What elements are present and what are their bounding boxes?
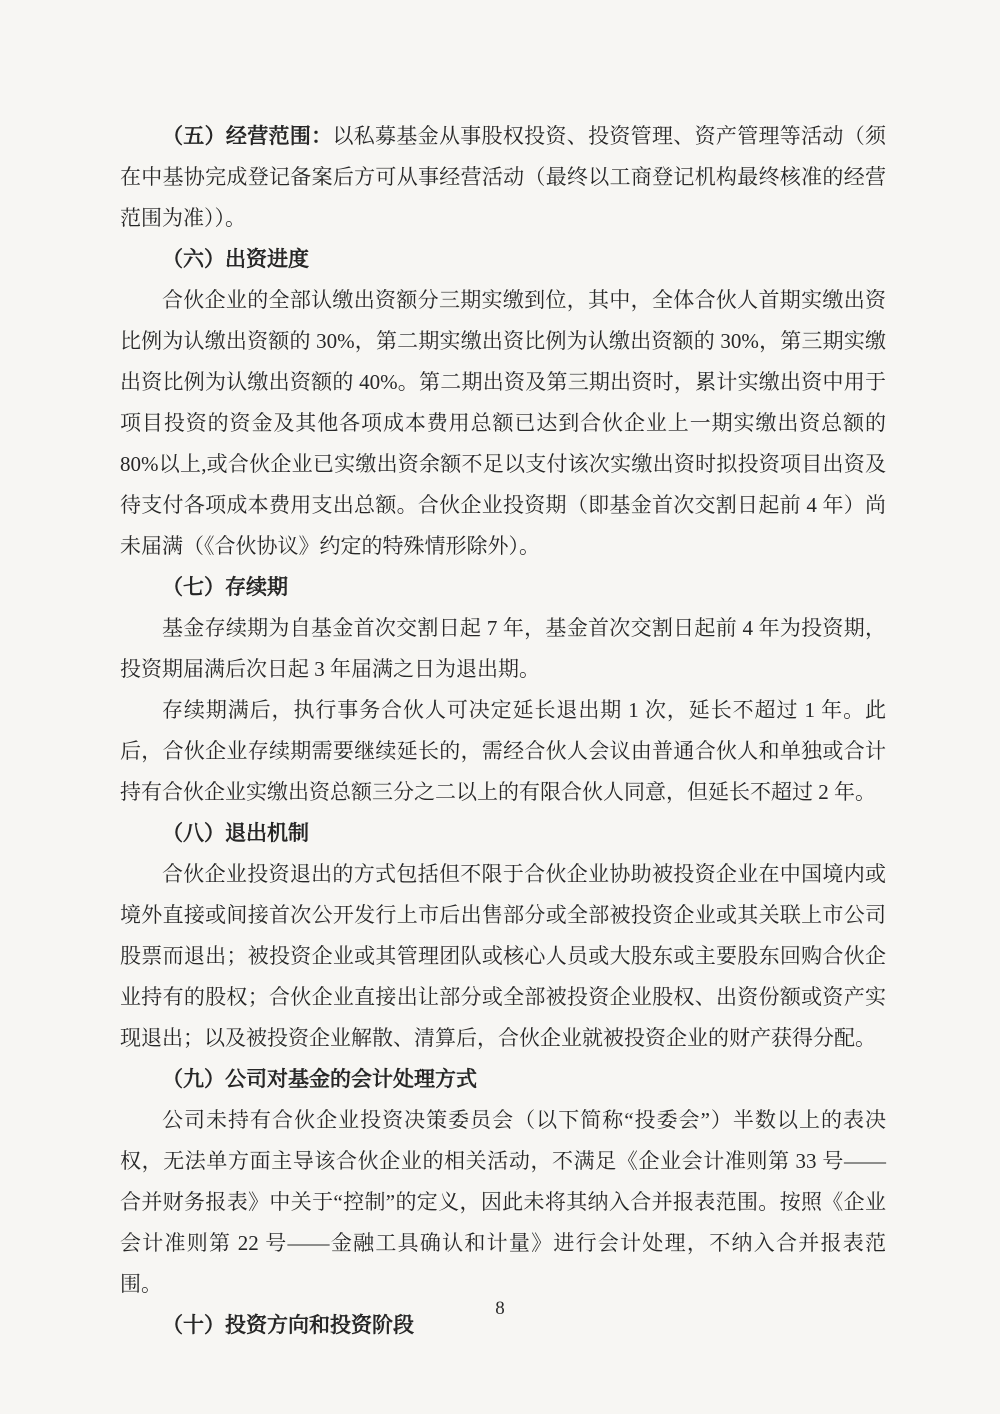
section-5-label: （五）经营范围： xyxy=(162,124,333,148)
section-8-paragraph: 合伙企业投资退出的方式包括但不限于合伙企业协助被投资企业在中国境内或境外直接或间接首次公开发行上市后出售部分或全部被投资企业或其关联上市公司股票而退出；被投资企业或其管理团队或核心人员或大股东或主要股东回购合伙企业持有的股权；合伙企业直接出让部分或全部被投资企业股权、出资份额或资产实现退出；以及被投资企业解散、清算后，合伙企业就被投资企业的财产获得分配。 xyxy=(120,862,886,1050)
section-7-heading: （七）存续期 xyxy=(162,575,288,599)
section-9-heading: （九）公司对基金的会计处理方式 xyxy=(162,1067,477,1091)
section-6-paragraph: 合伙企业的全部认缴出资额分三期实缴到位，其中，全体合伙人首期实缴出资比例为认缴出资额的 30%，第二期实缴出资比例为认缴出资额的 30%，第三期实缴出资比例为认缴出资额的 40%。第二期出资及第三期出资时，累计实缴出资中用于项目投资的资金及其他各项成本费用总额已达到合伙企业上一期实缴出资总额的 80%以上,或合伙企业已实缴出资余额不足以支付该次实缴出资时拟投资项目出资及待支付各项成本费用支出总额。合伙企业投资期（即基金首次交割日起前 4 年）尚未届满（《合伙协议》约定的特殊情形除外）。 xyxy=(120,288,886,558)
document-content xyxy=(120,116,886,1346)
section-5-business-scope xyxy=(120,116,886,239)
section-9-paragraph: 公司未持有合伙企业投资决策委员会（以下简称“投委会”）半数以上的表决权，无法单方面主导该合伙企业的相关活动，不满足《企业会计准则第 33 号——合并财务报表》中关于“控制”的定义，因此未将其纳入合并报表范围。按照《企业会计准则第 22 号——金融工具确认和计量》进行会计处理，不纳入合并报表范围。 xyxy=(120,1108,886,1296)
section-6-heading: （六）出资进度 xyxy=(162,247,309,271)
section-7-paragraph-2: 存续期满后，执行事务合伙人可决定延长退出期 1 次，延长不超过 1 年。此后，合伙企业存续期需要继续延长的，需经合伙人会议由普通合伙人和单独或合计持有合伙企业实缴出资总额三分之二以上的有限合伙人同意，但延长不超过 2 年。 xyxy=(120,698,886,804)
page-number: 8 xyxy=(495,1298,505,1319)
section-7-paragraph-1: 基金存续期为自基金首次交割日起 7 年，基金首次交割日起前 4 年为投资期，投资期届满后次日起 3 年届满之日为退出期。 xyxy=(120,616,886,681)
section-8-heading: （八）退出机制 xyxy=(162,821,309,845)
section-10-heading: （十）投资方向和投资阶段 xyxy=(162,1313,414,1337)
section-5-text: 以私募基金从事股权投资、投资管理、资产管理等活动（须在中基协完成登记备案后方可从事经营活动（最终以工商登记机构最终核准的经营范围为准））。 xyxy=(120,124,887,230)
